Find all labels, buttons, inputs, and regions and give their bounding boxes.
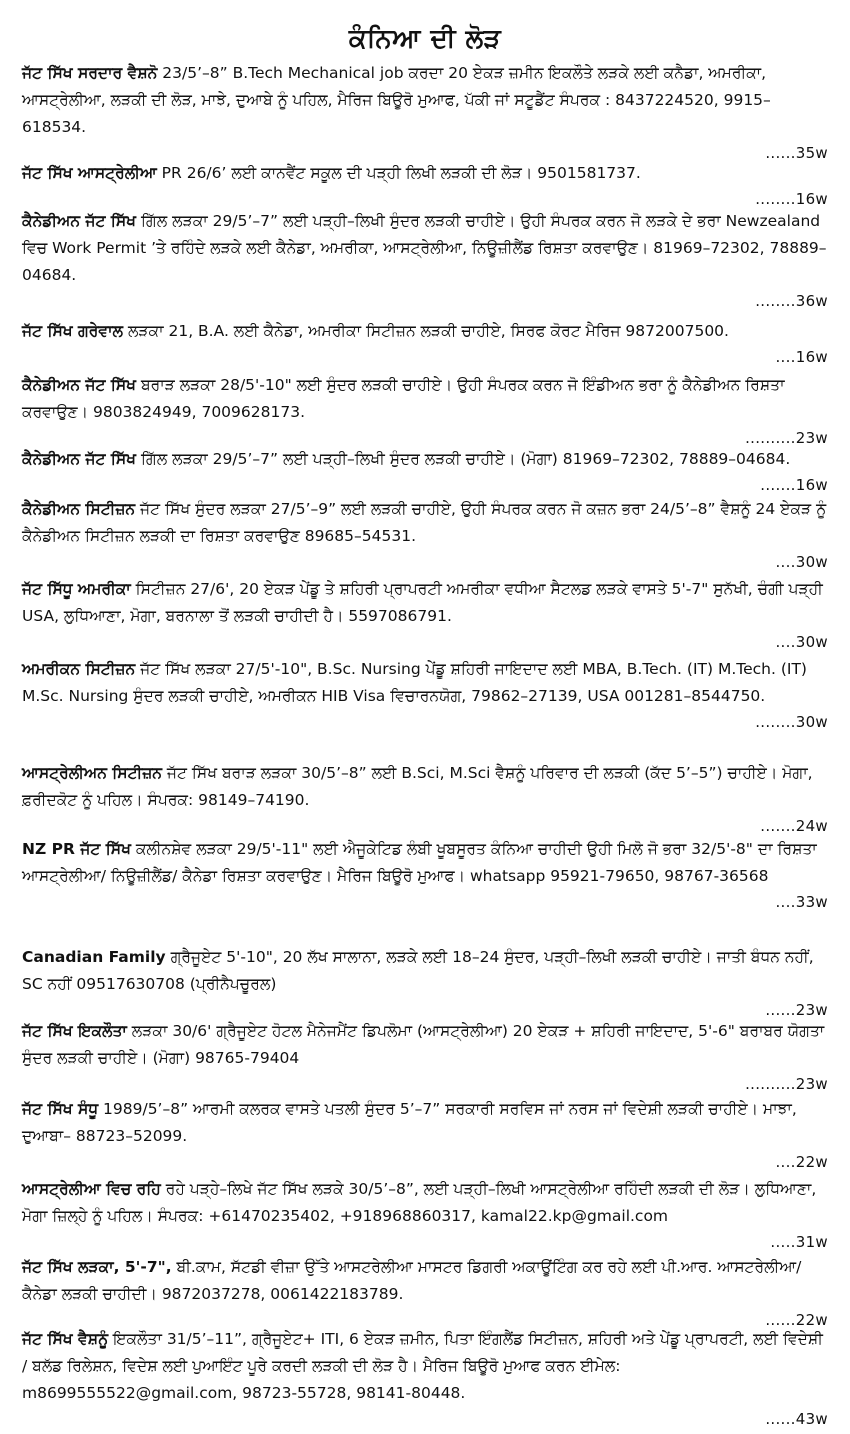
ad-code: .......16w [760,476,828,494]
ad-code: ........30w [755,713,828,731]
ad-entry-14 [22,1096,828,1174]
ad-text [22,836,828,890]
ad-lead: ਜੱਟ ਸਿੱਖ ਸਰਦਾਰ ਵੈਸ਼ਨੋ [22,64,158,82]
ad-text [22,1018,828,1072]
ad-lead: ਜੱਟ ਸਿੱਖ ਵੈਸ਼ਨੂੰ [22,1330,109,1348]
ad-entry-12 [22,944,828,1022]
ad-lead: ਜੱਟ ਸਿੱਖ ਇਕਲੌਤਾ [22,1022,127,1040]
ad-entry-10 [22,760,828,838]
ad-code: .....31w [770,1233,828,1251]
ad-lead: ਜੱਟ ਸਿੱਖ ਸੰਧੂ [22,1100,99,1118]
ad-text [22,1254,828,1308]
ad-code: ....33w [775,893,828,911]
ad-lead: Canadian Family [22,948,166,966]
ad-body: ਜੱਟ ਸਿੱਖ ਬਰਾੜ ਲੜਕਾ 30/5’–8” ਲਈ B.Sci, M.Sci ਵੈਸ਼ਨੂੰ ਪਰਿਵਾਰ ਦੀ ਲੜਕੀ (ਕੱਦ 5’–5”) ਚਾਹੀਏ। ਮੋਗਾ, ਫ਼ਰੀਦਕੋਟ ਨੂੰ ਪਹਿਲ। ਸੰਪਰਕ: 98149–74190. [22,764,813,809]
ad-body: ਇਕਲੌਤਾ 31/5’–11”, ਗ੍ਰੈਜੂਏਟ+ ITI, 6 ਏਕੜ ਜ਼ਮੀਨ, ਪਿਤਾ ਇੰਗਲੈਂਡ ਸਿਟੀਜ਼ਨ, ਸ਼ਹਿਰੀ ਅਤੇ ਪੇਂਡੂ ਪ੍ਰਾਪਰਟੀ, ਲਈ ਵਿਦੇਸ਼ੀ / ਬਲੱਡ ਰਿਲੇਸ਼ਨ, ਵਿਦੇਸ਼ ਲਈ ਪੁਆਇੰਟ ਪੂਰੇ ਕਰਦੀ ਲੜਕੀ ਦੀ ਲੋੜ ਹੈ। ਮੈਰਿਜ ਬਿਊਰੋ ਮੁਆਫ ਕਰਨ ਈਮੇਲ: m8699555522@gmail.com, 98723-55728, 98141-80448. [22,1330,823,1402]
ad-body: ਬਰਾੜ ਲੜਕਾ 28/5'-10" ਲਈ ਸੁੰਦਰ ਲੜਕੀ ਚਾਹੀਏ। ਉਹੀ ਸੰਪਰਕ ਕਰਨ ਜੋ ਇੰਡੀਅਨ ਭਰਾ ਨੂੰ ਕੈਨੇਡੀਅਨ ਰਿਸ਼ਤਾ ਕਰਵਾਉਣ। 9803824949, 7009628173. [22,376,785,421]
ad-text [22,372,828,426]
ad-entry-8 [22,576,828,654]
ad-lead: ਕੈਨੇਡੀਅਨ ਸਿਟੀਜ਼ਨ [22,500,136,518]
ad-lead: ਕੈਨੇਡੀਅਨ ਜੱਟ ਸਿੱਖ [22,450,137,468]
ad-text [22,1176,828,1230]
ad-entry-7 [22,496,828,574]
ad-body: ਰਹੇ ਪੜ੍ਹੇ–ਲਿਖੇ ਜੱਟ ਸਿੱਖ ਲੜਕੇ 30/5’–8”, ਲਈ ਪੜ੍ਹੀ–ਲਿਖੀ ਆਸਟ੍ਰੇਲੀਆ ਰਹਿੰਦੀ ਲੜਕੀ ਦੀ ਲੋੜ। ਲੁਧਿਆਣਾ, ਮੋਗਾ ਜ਼ਿਲ੍ਹੇ ਨੂੰ ਪਹਿਲ। ਸੰਪਰਕ: +61470235402, +918968860317, kamal22.kp@gmail.com [22,1180,817,1225]
ad-entry-3 [22,208,828,313]
ad-lead: ਆਸਟ੍ਰੇਲੀਆ ਵਿਚ ਰਹਿ [22,1180,161,1198]
ad-text [22,318,828,345]
ad-text [22,944,828,998]
ad-code: ..........23w [745,1075,828,1093]
ad-text [22,160,828,187]
ad-entry-9 [22,656,828,734]
ad-text [22,656,828,710]
ad-code: ....30w [775,633,828,651]
ad-text [22,208,828,289]
ad-entry-13 [22,1018,828,1096]
ad-entry-17 [22,1326,828,1431]
ad-code: ....16w [775,348,828,366]
ad-lead: ਜੱਟ ਸਿੱਧੂ ਅਮਰੀਕਾ [22,580,131,598]
ad-text [22,576,828,630]
ad-body: PR 26/6’ ਲਈ ਕਾਨਵੈਂਟ ਸਕੂਲ ਦੀ ਪੜ੍ਹੀ ਲਿਖੀ ਲੜਕੀ ਦੀ ਲੋੜ। 9501581737. [156,164,641,182]
ad-body: ਗਿੱਲ ਲੜਕਾ 29/5’–7” ਲਈ ਪੜ੍ਹੀ–ਲਿਖੀ ਸੁੰਦਰ ਲੜਕੀ ਚਾਹੀਏ। ਉਹੀ ਸੰਪਰਕ ਕਰਨ ਜੋ ਲੜਕੇ ਦੇ ਭਰਾ Newzealand ਵਿਚ Work Permit ’ਤੇ ਰਹਿੰਦੇ ਲੜਕੇ ਲਈ ਕੈਨੇਡਾ, ਅਮਰੀਕਾ, ਆਸਟ੍ਰੇਲੀਆ, ਨਿਊਜ਼ੀਲੈਂਡ ਰਿਸ਼ਤਾ ਕਰਵਾਉਣ। 81969–72302, 78889–04684. [22,212,827,284]
ad-lead: ਜੱਟ ਸਿੱਖ ਗਰੇਵਾਲ [22,322,124,340]
ad-lead: ਜੱਟ ਸਿੱਖ ਆਸਟ੍ਰੇਲੀਆ [22,164,157,182]
ad-entry-4 [22,318,828,369]
ad-code: ......35w [765,144,828,162]
ad-body: ਲੜਕਾ 21, B.A. ਲਈ ਕੈਨੇਡਾ, ਅਮਰੀਕਾ ਸਿਟੀਜ਼ਨ ਲੜਕੀ ਚਾਹੀਏ, ਸਿਰਫ ਕੋਰਟ ਮੈਰਿਜ 9872007500. [123,322,729,340]
ad-body: 1989/5’–8” ਆਰਮੀ ਕਲਰਕ ਵਾਸਤੇ ਪਤਲੀ ਸੁੰਦਰ 5’–7” ਸਰਕਾਰੀ ਸਰਵਿਸ ਜਾਂ ਨਰਸ ਜਾਂ ਵਿਦੇਸ਼ੀ ਲੜਕੀ ਚਾਹੀਏ। ਮਾਝਾ, ਦੁਆਬਾ– 88723–52099. [22,1100,797,1145]
ad-body: ਗਿੱਲ ਲੜਕਾ 29/5’–7” ਲਈ ਪੜ੍ਹੀ–ਲਿਖੀ ਸੁੰਦਰ ਲੜਕੀ ਚਾਹੀਏ। (ਮੋਗਾ) 81969–72302, 78889–04684. [136,450,791,468]
ad-code: ........36w [755,292,828,310]
ad-entry-1 [22,60,828,165]
ad-body: ਗ੍ਰੈਜੂਏਟ 5'-10", 20 ਲੱਖ ਸਾਲਾਨਾ, ਲੜਕੇ ਲਈ 18–24 ਸੁੰਦਰ, ਪੜ੍ਹੀ–ਲਿਖੀ ਲੜਕੀ ਚਾਹੀਏ। ਜਾਤੀ ਬੰਧਨ ਨਹੀਂ, SC ਨਹੀਂ 09517630708 (ਪ੍ਰੀਨੈਪਚੂਰਲ) [22,948,814,993]
ad-code: ..........23w [745,429,828,447]
ad-body: 23/5’–8” B.Tech Mechanical job ਕਰਦਾ 20 ਏਕੜ ਜ਼ਮੀਨ ਇਕਲੌਤੇ ਲੜਕੇ ਲਈ ਕਨੈਡਾ, ਅਮਰੀਕਾ, ਆਸਟ੍ਰੇਲੀਆ, ਲੜਕੀ ਦੀ ਲੋੜ, ਮਾਝੇ, ਦੁਆਬੇ ਨੂੰ ਪਹਿਲ, ਮੈਰਿਜ ਬਿਊਰੋ ਮੁਆਫ, ਪੱਕੀ ਜਾਂ ਸਟੂਡੈਂਟ ਸੰਪਰਕ : 8437224520, 9915–618534. [22,64,771,136]
ad-entry-5 [22,372,828,450]
ad-text [22,1326,828,1407]
ad-text [22,1096,828,1150]
ad-code: ....22w [775,1153,828,1171]
ad-code: ......23w [765,1001,828,1019]
ad-code: ....30w [775,553,828,571]
ad-code: .......24w [760,817,828,835]
ad-body: ਜੱਟ ਸਿੱਖ ਲੜਕਾ 27/5'-10", B.Sc. Nursing ਪੇਂਡੂ ਸ਼ਹਿਰੀ ਜਾਇਦਾਦ ਲਈ MBA, B.Tech. (IT) M.Tech. (IT) M.Sc. Nursing ਸੁੰਦਰ ਲੜਕੀ ਚਾਹੀਏ, ਅਮਰੀਕਨ HIB Visa ਵਿਚਾਰਨਯੋਗ, 79862–27139, USA 001281–8544750. [22,660,807,705]
ad-text [22,60,828,141]
ad-entry-15 [22,1176,828,1254]
ad-body: ਲੜਕਾ 30/6' ਗ੍ਰੈਜੂਏਟ ਹੋਟਲ ਮੈਨੇਜਮੈਂਟ ਡਿਪਲੋਮਾ (ਆਸਟ੍ਰੇਲੀਆ) 20 ਏਕੜ + ਸ਼ਹਿਰੀ ਜਾਇਦਾਦ, 5'-6" ਬਰਾਬਰ ਯੋਗਤਾ ਸੁੰਦਰ ਲੜਕੀ ਚਾਹੀਏ। (ਮੋਗਾ) 98765-79404 [22,1022,825,1067]
ad-lead: ਕੈਨੇਡੀਅਨ ਜੱਟ ਸਿੱਖ [22,212,137,230]
ad-body: ਕਲੀਨਸ਼ੇਵ ਲੜਕਾ 29/5'-11" ਲਈ ਐਜੂਕੇਟਿਡ ਲੰਬੀ ਖੂਬਸੂਰਤ ਕੰਨਿਆ ਚਾਹੀਦੀ ਉਹੀ ਮਿਲੋ ਜੋ ਭਰਾ 32/5'-8" ਦਾ ਰਿਸ਼ਤਾ ਆਸਟ੍ਰੇਲੀਆ/ ਨਿਊਜ਼ੀਲੈਂਡ/ ਕੈਨੇਡਾ ਰਿਸ਼ਤਾ ਕਰਵਾਉਣ। ਮੈਰਿਜ ਬਿਊਰੋ ਮੁਆਫ। whatsapp 95921-79650, 98767-36568 [22,840,817,885]
ad-entry-6 [22,446,828,497]
ad-lead: ਕੈਨੇਡੀਅਨ ਜੱਟ ਸਿੱਖ [22,376,137,394]
ad-lead: ਆਸਟ੍ਰੇਲੀਅਨ ਸਿਟੀਜ਼ਨ [22,764,162,782]
ad-entry-2 [22,160,828,211]
ad-lead: ਜੱਟ ਸਿੱਖ ਲੜਕਾ, 5'-7", [22,1258,172,1276]
ad-lead: ਅਮਰੀਕਨ ਸਿਟੀਜ਼ਨ [22,660,136,678]
ad-body: ਬੀ.ਕਾਮ, ਸੱਟਡੀ ਵੀਜ਼ਾ ਉੱਤੇ ਆਸਟਰੇਲੀਆ ਮਾਸਟਰ ਡਿਗਰੀ ਅਕਾਊਂਟਿੰਗ ਕਰ ਰਹੇ ਲਈ ਪੀ.ਆਰ. ਆਸਟਰੇਲੀਆ/ ਕੈਨੇਡਾ ਲੜਕੀ ਚਾਹੀਦੀ। 9872037278, 0061422183789. [22,1258,802,1303]
ad-entry-11 [22,836,828,914]
ad-entry-16 [22,1254,828,1332]
page-title: ਕੰਨਿਆ ਦੀ ਲੋੜ [348,24,502,54]
ad-text [22,760,828,814]
ad-code: ......22w [765,1311,828,1329]
ad-body: ਜੱਟ ਸਿੱਖ ਸੁੰਦਰ ਲੜਕਾ 27/5’–9” ਲਈ ਲੜਕੀ ਚਾਹੀਏ, ਉਹੀ ਸੰਪਰਕ ਕਰਨ ਜੋ ਕਜ਼ਨ ਭਰਾ 24/5’–8” ਵੈਸ਼ਨੂੰ 24 ਏਕੜ ਨੂੰ ਕੈਨੇਡੀਅਨ ਸਿਟੀਜ਼ਨ ਲੜਕੀ ਦਾ ਰਿਸ਼ਤਾ ਕਰਵਾਉਣ 89685–54531. [22,500,827,545]
ad-code: ........16w [755,190,828,208]
ad-code: ......43w [765,1410,828,1428]
ad-body: ਸਿਟੀਜ਼ਨ 27/6', 20 ਏਕੜ ਪੇਂਡੂ ਤੇ ਸ਼ਹਿਰੀ ਪ੍ਰਾਪਰਟੀ ਅਮਰੀਕਾ ਵਧੀਆ ਸੈਟਲਡ ਲੜਕੇ ਵਾਸਤੇ 5'-7" ਸੁਨੱਖੀ, ਚੰਗੀ ਪੜ੍ਹੀ USA, ਲੁਧਿਆਣਾ, ਮੋਗਾ, ਬਰਨਾਲਾ ਤੋਂ ਲੜਕੀ ਚਾਹੀਦੀ ਹੈ। 5597086791. [22,580,823,625]
ad-text [22,446,828,473]
ad-text [22,496,828,550]
ad-lead: NZ PR ਜੱਟ ਸਿੱਖ [22,840,131,858]
